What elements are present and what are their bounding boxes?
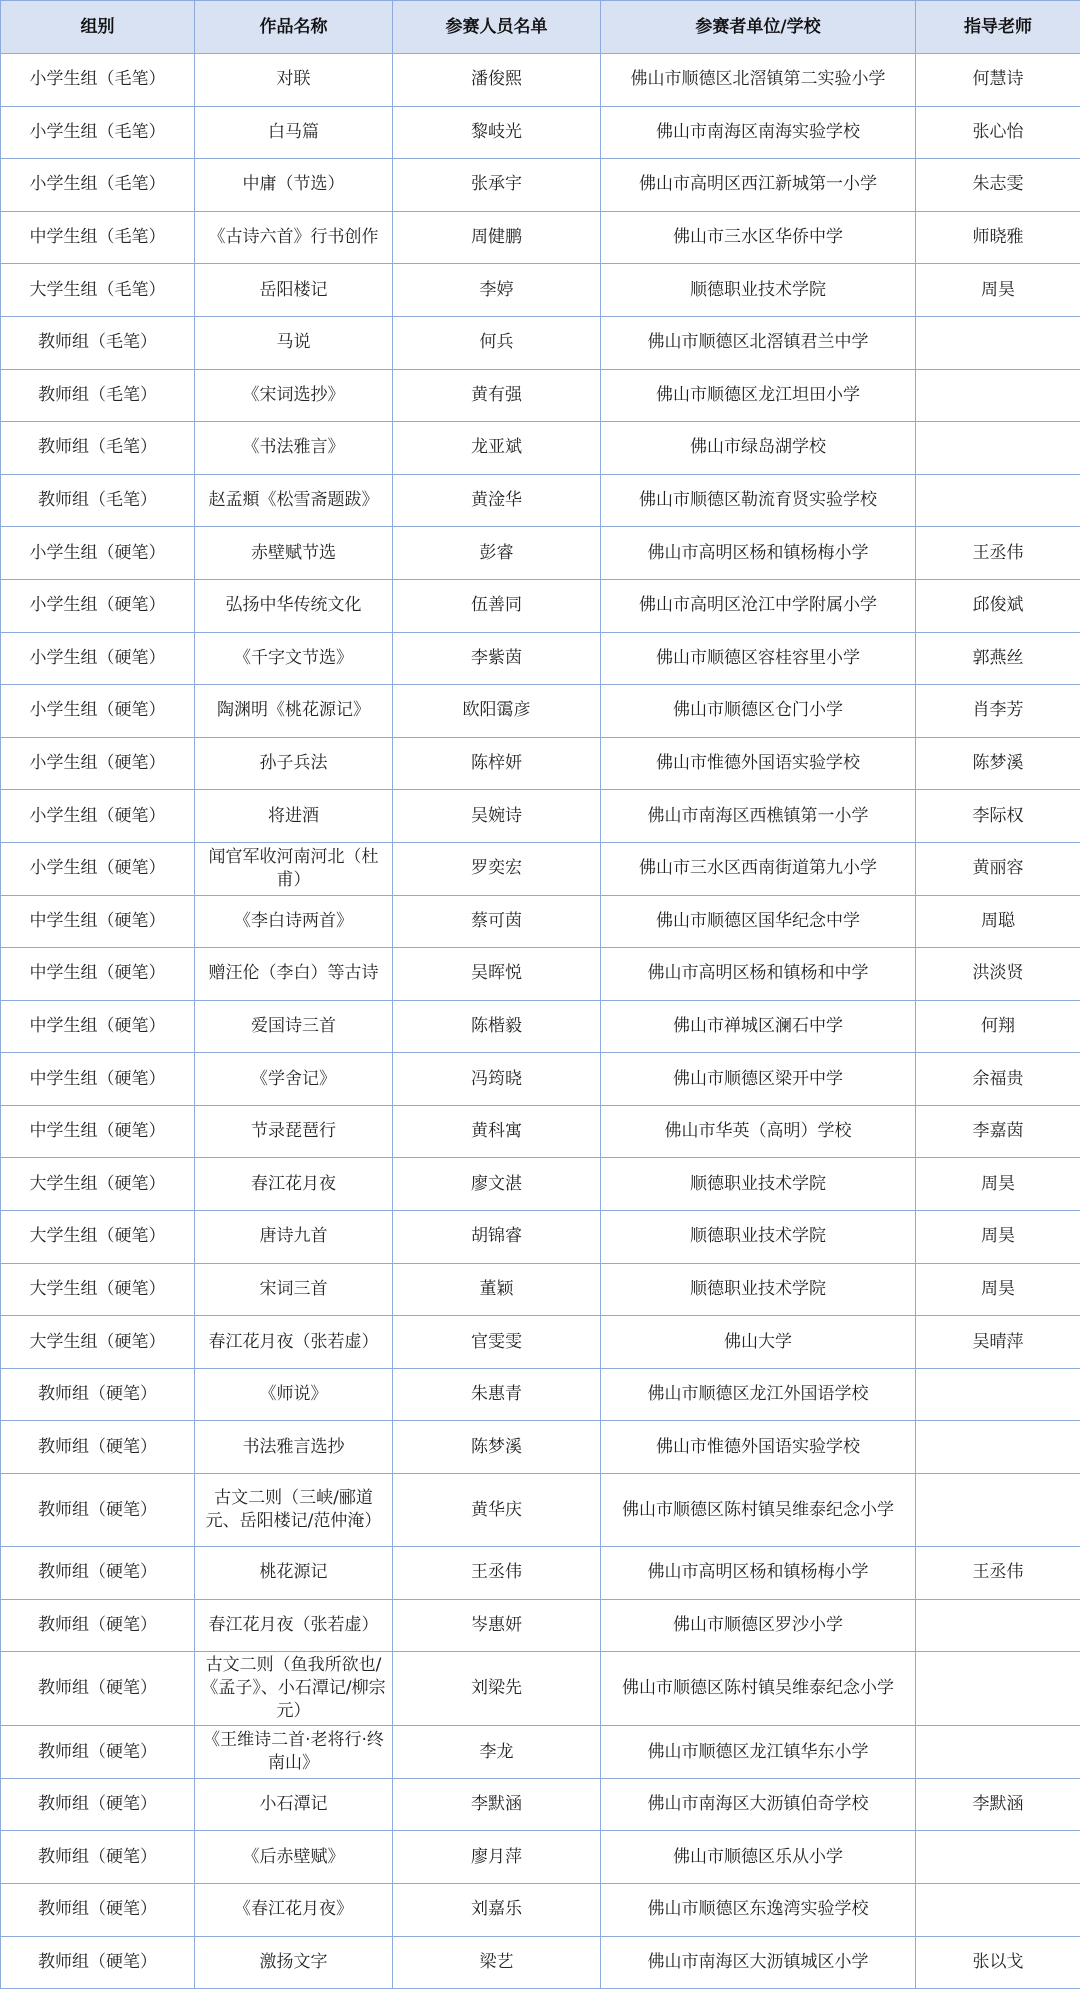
table-row: [1, 1936, 1080, 1989]
table-row: [1, 1105, 1080, 1158]
work-title-cell: 《王维诗二首·老将行·终南山》: [195, 1726, 393, 1779]
table-body: [1, 54, 1080, 1989]
work-title-cell: 春江花月夜: [195, 1158, 393, 1211]
group-cell: 教师组（硬笔）: [1, 1831, 195, 1884]
participant-cell: 王丞伟: [393, 1547, 601, 1600]
table-row: [1, 369, 1080, 422]
participant-cell: 李默涵: [393, 1778, 601, 1831]
table-row: [1, 1158, 1080, 1211]
school-cell: 佛山市顺德区仓门小学: [601, 685, 916, 738]
table-row: [1, 790, 1080, 843]
work-title-cell: 春江花月夜（张若虚）: [195, 1316, 393, 1369]
work-title-cell: 《春江花月夜》: [195, 1884, 393, 1937]
work-title-cell: 爱国诗三首: [195, 1000, 393, 1053]
group-cell: 大学生组（毛笔）: [1, 264, 195, 317]
participant-cell: 李龙: [393, 1726, 601, 1779]
table-row: [1, 1421, 1080, 1474]
group-cell: 小学生组（硬笔）: [1, 685, 195, 738]
school-cell: 顺德职业技术学院: [601, 1263, 916, 1316]
participant-cell: 张承宇: [393, 159, 601, 212]
work-title-cell: 白马篇: [195, 106, 393, 159]
school-cell: 佛山市南海区大沥镇伯奇学校: [601, 1778, 916, 1831]
work-title-cell: 春江花月夜（张若虚）: [195, 1599, 393, 1652]
teacher-cell: 郭燕丝: [916, 632, 1080, 685]
participant-cell: 李婷: [393, 264, 601, 317]
participant-cell: 刘梁先: [393, 1652, 601, 1726]
work-title-cell: 岳阳楼记: [195, 264, 393, 317]
teacher-cell: 王丞伟: [916, 527, 1080, 580]
table-row: [1, 1778, 1080, 1831]
header-school: 参赛者单位/学校: [601, 1, 916, 54]
table-row: [1, 1831, 1080, 1884]
group-cell: 教师组（硬笔）: [1, 1547, 195, 1600]
teacher-cell: 周昊: [916, 1211, 1080, 1264]
header-group: 组别: [1, 1, 195, 54]
work-title-cell: 《师说》: [195, 1368, 393, 1421]
participant-cell: 刘嘉乐: [393, 1884, 601, 1937]
school-cell: 佛山市华英（高明）学校: [601, 1105, 916, 1158]
group-cell: 中学生组（硬笔）: [1, 1000, 195, 1053]
school-cell: 佛山市南海区西樵镇第一小学: [601, 790, 916, 843]
teacher-cell: 黄丽容: [916, 842, 1080, 895]
table-row: [1, 316, 1080, 369]
participant-cell: 黄有强: [393, 369, 601, 422]
teacher-cell: [916, 422, 1080, 475]
participant-cell: 黄科寓: [393, 1105, 601, 1158]
school-cell: 佛山市禅城区澜石中学: [601, 1000, 916, 1053]
school-cell: 佛山市顺德区龙江外国语学校: [601, 1368, 916, 1421]
teacher-cell: 肖李芳: [916, 685, 1080, 738]
school-cell: 佛山市顺德区龙江坦田小学: [601, 369, 916, 422]
table-row: [1, 685, 1080, 738]
teacher-cell: [916, 1599, 1080, 1652]
work-title-cell: 赠汪伦（李白）等古诗: [195, 948, 393, 1001]
table-row: [1, 1726, 1080, 1779]
group-cell: 小学生组（毛笔）: [1, 54, 195, 107]
group-cell: 教师组（硬笔）: [1, 1652, 195, 1726]
teacher-cell: 吴晴萍: [916, 1316, 1080, 1369]
work-title-cell: 《古诗六首》行书创作: [195, 211, 393, 264]
group-cell: 小学生组（硬笔）: [1, 842, 195, 895]
table-row: [1, 1316, 1080, 1369]
participant-cell: 罗奕宏: [393, 842, 601, 895]
group-cell: 大学生组（硬笔）: [1, 1211, 195, 1264]
work-title-cell: 将进酒: [195, 790, 393, 843]
table-row: [1, 1599, 1080, 1652]
table-row: [1, 474, 1080, 527]
table-row: [1, 159, 1080, 212]
teacher-cell: 周聪: [916, 895, 1080, 948]
school-cell: 佛山市顺德区容桂容里小学: [601, 632, 916, 685]
table-row: [1, 632, 1080, 685]
participant-cell: 李紫茵: [393, 632, 601, 685]
table-row: [1, 1652, 1080, 1726]
participant-cell: 冯筠晓: [393, 1053, 601, 1106]
table-row: [1, 106, 1080, 159]
group-cell: 教师组（毛笔）: [1, 316, 195, 369]
participant-cell: 岑惠妍: [393, 1599, 601, 1652]
school-cell: 佛山市高明区沧江中学附属小学: [601, 579, 916, 632]
participant-cell: 潘俊熙: [393, 54, 601, 107]
group-cell: 小学生组（硬笔）: [1, 790, 195, 843]
group-cell: 教师组（毛笔）: [1, 369, 195, 422]
school-cell: 佛山市顺德区北滘镇第二实验小学: [601, 54, 916, 107]
group-cell: 小学生组（硬笔）: [1, 632, 195, 685]
teacher-cell: [916, 369, 1080, 422]
table-row: [1, 1368, 1080, 1421]
teacher-cell: [916, 1726, 1080, 1779]
participant-cell: 黎岐光: [393, 106, 601, 159]
school-cell: 佛山市三水区华侨中学: [601, 211, 916, 264]
school-cell: 佛山市三水区西南街道第九小学: [601, 842, 916, 895]
school-cell: 佛山市南海区大沥镇城区小学: [601, 1936, 916, 1989]
group-cell: 教师组（硬笔）: [1, 1778, 195, 1831]
group-cell: 小学生组（硬笔）: [1, 527, 195, 580]
participant-cell: 彭睿: [393, 527, 601, 580]
school-cell: 佛山市顺德区勒流育贤实验学校: [601, 474, 916, 527]
teacher-cell: [916, 316, 1080, 369]
work-title-cell: 小石潭记: [195, 1778, 393, 1831]
table-row: [1, 1884, 1080, 1937]
participant-cell: 陈梓妍: [393, 737, 601, 790]
table-row: [1, 1053, 1080, 1106]
group-cell: 教师组（硬笔）: [1, 1726, 195, 1779]
teacher-cell: [916, 1884, 1080, 1937]
group-cell: 中学生组（硬笔）: [1, 895, 195, 948]
school-cell: 佛山市顺德区陈村镇吴维泰纪念小学: [601, 1652, 916, 1726]
participant-cell: 廖文湛: [393, 1158, 601, 1211]
school-cell: 佛山市顺德区乐从小学: [601, 1831, 916, 1884]
participant-cell: 董颖: [393, 1263, 601, 1316]
teacher-cell: 张心怡: [916, 106, 1080, 159]
school-cell: 佛山市绿岛湖学校: [601, 422, 916, 475]
school-cell: 佛山市顺德区陈村镇吴维泰纪念小学: [601, 1474, 916, 1547]
work-title-cell: 激扬文字: [195, 1936, 393, 1989]
group-cell: 教师组（硬笔）: [1, 1884, 195, 1937]
work-title-cell: 节录琵琶行: [195, 1105, 393, 1158]
group-cell: 小学生组（毛笔）: [1, 159, 195, 212]
work-title-cell: 宋词三首: [195, 1263, 393, 1316]
teacher-cell: 师晓雅: [916, 211, 1080, 264]
teacher-cell: [916, 474, 1080, 527]
participant-cell: 陈梦溪: [393, 1421, 601, 1474]
school-cell: 佛山市顺德区罗沙小学: [601, 1599, 916, 1652]
school-cell: 佛山市高明区西江新城第一小学: [601, 159, 916, 212]
work-title-cell: 《学舍记》: [195, 1053, 393, 1106]
work-title-cell: 唐诗九首: [195, 1211, 393, 1264]
teacher-cell: 李嘉茵: [916, 1105, 1080, 1158]
table-row: [1, 422, 1080, 475]
school-cell: 佛山市惟德外国语实验学校: [601, 737, 916, 790]
table-row: [1, 1263, 1080, 1316]
work-title-cell: 《书法雅言》: [195, 422, 393, 475]
group-cell: 教师组（硬笔）: [1, 1368, 195, 1421]
teacher-cell: 李际权: [916, 790, 1080, 843]
participant-cell: 官雯雯: [393, 1316, 601, 1369]
work-title-cell: 孙子兵法: [195, 737, 393, 790]
group-cell: 教师组（硬笔）: [1, 1474, 195, 1547]
work-title-cell: 古文二则（三峡/郦道元、岳阳楼记/范仲淹）: [195, 1474, 393, 1547]
teacher-cell: 何慧诗: [916, 54, 1080, 107]
participant-cell: 吴婉诗: [393, 790, 601, 843]
teacher-cell: 周昊: [916, 264, 1080, 317]
school-cell: 佛山市顺德区龙江镇华东小学: [601, 1726, 916, 1779]
table-row: [1, 54, 1080, 107]
participant-cell: 廖月萍: [393, 1831, 601, 1884]
participant-cell: 蔡可茵: [393, 895, 601, 948]
school-cell: 顺德职业技术学院: [601, 1211, 916, 1264]
teacher-cell: 陈梦溪: [916, 737, 1080, 790]
group-cell: 教师组（毛笔）: [1, 474, 195, 527]
table-row: [1, 737, 1080, 790]
group-cell: 中学生组（硬笔）: [1, 1053, 195, 1106]
participant-cell: 梁艺: [393, 1936, 601, 1989]
work-title-cell: 《后赤壁赋》: [195, 1831, 393, 1884]
work-title-cell: 书法雅言选抄: [195, 1421, 393, 1474]
participant-cell: 何兵: [393, 316, 601, 369]
school-cell: 佛山市南海区南海实验学校: [601, 106, 916, 159]
table-row: [1, 1000, 1080, 1053]
school-cell: 佛山市顺德区国华纪念中学: [601, 895, 916, 948]
participant-cell: 龙亚斌: [393, 422, 601, 475]
group-cell: 小学生组（硬笔）: [1, 579, 195, 632]
school-cell: 顺德职业技术学院: [601, 1158, 916, 1211]
group-cell: 中学生组（硬笔）: [1, 1105, 195, 1158]
teacher-cell: 周昊: [916, 1158, 1080, 1211]
teacher-cell: [916, 1652, 1080, 1726]
group-cell: 大学生组（硬笔）: [1, 1263, 195, 1316]
table-row: [1, 527, 1080, 580]
teacher-cell: 王丞伟: [916, 1547, 1080, 1600]
work-title-cell: 马说: [195, 316, 393, 369]
group-cell: 小学生组（毛笔）: [1, 106, 195, 159]
work-title-cell: 古文二则（鱼我所欲也/《孟子》、小石潭记/柳宗元）: [195, 1652, 393, 1726]
school-cell: 佛山市高明区杨和镇杨梅小学: [601, 1547, 916, 1600]
teacher-cell: 邱俊斌: [916, 579, 1080, 632]
teacher-cell: [916, 1831, 1080, 1884]
participant-cell: 伍善同: [393, 579, 601, 632]
work-title-cell: 《宋词选抄》: [195, 369, 393, 422]
group-cell: 小学生组（硬笔）: [1, 737, 195, 790]
participant-cell: 陈楷毅: [393, 1000, 601, 1053]
school-cell: 佛山市顺德区梁开中学: [601, 1053, 916, 1106]
work-title-cell: 《千字文节选》: [195, 632, 393, 685]
table-row: [1, 842, 1080, 895]
work-title-cell: 《李白诗两首》: [195, 895, 393, 948]
teacher-cell: 洪淡贤: [916, 948, 1080, 1001]
participant-cell: 黄淦华: [393, 474, 601, 527]
school-cell: 佛山市顺德区北滘镇君兰中学: [601, 316, 916, 369]
teacher-cell: [916, 1474, 1080, 1547]
participant-cell: 欧阳霭彦: [393, 685, 601, 738]
teacher-cell: 何翔: [916, 1000, 1080, 1053]
teacher-cell: 李默涵: [916, 1778, 1080, 1831]
work-title-cell: 陶渊明《桃花源记》: [195, 685, 393, 738]
table-row: [1, 579, 1080, 632]
work-title-cell: 赤壁赋节选: [195, 527, 393, 580]
school-cell: 佛山大学: [601, 1316, 916, 1369]
group-cell: 教师组（硬笔）: [1, 1936, 195, 1989]
work-title-cell: 桃花源记: [195, 1547, 393, 1600]
school-cell: 佛山市惟德外国语实验学校: [601, 1421, 916, 1474]
header-work-title: 作品名称: [195, 1, 393, 54]
participant-cell: 黄华庆: [393, 1474, 601, 1547]
work-title-cell: 赵孟頫《松雪斋题跋》: [195, 474, 393, 527]
work-title-cell: 弘扬中华传统文化: [195, 579, 393, 632]
teacher-cell: 周昊: [916, 1263, 1080, 1316]
teacher-cell: [916, 1368, 1080, 1421]
work-title-cell: 对联: [195, 54, 393, 107]
group-cell: 教师组（硬笔）: [1, 1421, 195, 1474]
table-row: [1, 948, 1080, 1001]
group-cell: 教师组（毛笔）: [1, 422, 195, 475]
header-participant: 参赛人员名单: [393, 1, 601, 54]
header-teacher: 指导老师: [916, 1, 1080, 54]
participant-cell: 吴晖悦: [393, 948, 601, 1001]
participant-cell: 朱惠青: [393, 1368, 601, 1421]
school-cell: 佛山市顺德区东逸湾实验学校: [601, 1884, 916, 1937]
table-row: [1, 895, 1080, 948]
table-row: [1, 1547, 1080, 1600]
teacher-cell: 余福贵: [916, 1053, 1080, 1106]
group-cell: 中学生组（毛笔）: [1, 211, 195, 264]
table-row: [1, 264, 1080, 317]
header-row: [1, 1, 1080, 54]
group-cell: 教师组（硬笔）: [1, 1599, 195, 1652]
school-cell: 佛山市高明区杨和镇杨和中学: [601, 948, 916, 1001]
group-cell: 中学生组（硬笔）: [1, 948, 195, 1001]
table-row: [1, 1211, 1080, 1264]
school-cell: 佛山市高明区杨和镇杨梅小学: [601, 527, 916, 580]
participant-cell: 胡锦睿: [393, 1211, 601, 1264]
teacher-cell: [916, 1421, 1080, 1474]
work-title-cell: 中庸（节选）: [195, 159, 393, 212]
group-cell: 大学生组（硬笔）: [1, 1158, 195, 1211]
work-title-cell: 闻官军收河南河北（杜甫）: [195, 842, 393, 895]
table-row: [1, 211, 1080, 264]
table-row: [1, 1474, 1080, 1547]
teacher-cell: 朱志雯: [916, 159, 1080, 212]
participant-cell: 周健鹏: [393, 211, 601, 264]
school-cell: 顺德职业技术学院: [601, 264, 916, 317]
teacher-cell: 张以戈: [916, 1936, 1080, 1989]
group-cell: 大学生组（硬笔）: [1, 1316, 195, 1369]
